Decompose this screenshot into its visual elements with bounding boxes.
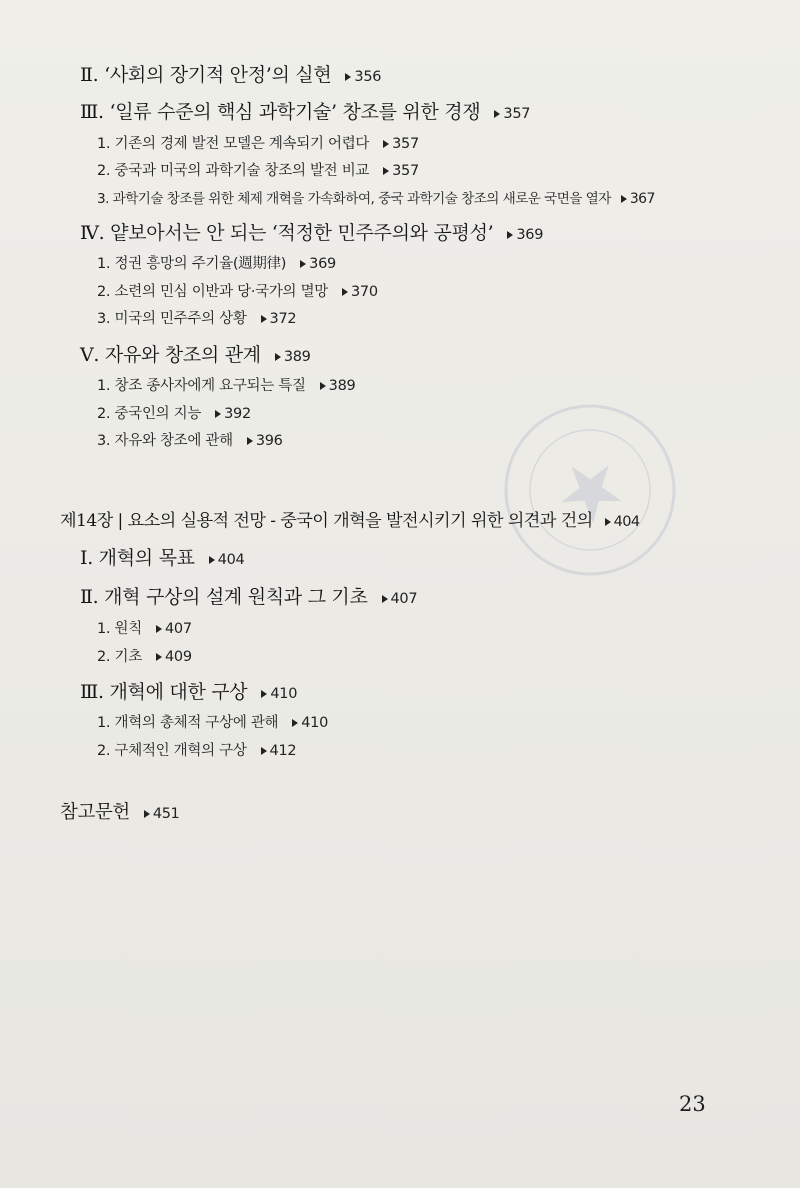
toc-entry[interactable] — [80, 582, 417, 609]
toc-entry[interactable] — [80, 218, 543, 245]
toc-subentry[interactable] — [97, 739, 296, 760]
page-arrow-icon — [156, 625, 162, 633]
toc-subentry[interactable] — [97, 132, 419, 153]
toc-page-ref: 407 — [382, 591, 418, 607]
toc-page-ref: 372 — [261, 311, 297, 327]
toc-entry-title: Ⅱ. ‘사회의 장기적 안정’의 실현 — [80, 64, 332, 86]
toc-entry-title: Ⅲ. ‘일류 수준의 핵심 과학기술’ 창조를 위한 경쟁 — [80, 101, 481, 123]
toc-page-ref: 389 — [320, 378, 356, 394]
toc-page-ref: 409 — [156, 649, 192, 665]
toc-entry-title: 2. 구체적인 개혁의 구상 — [97, 743, 247, 759]
page-arrow-icon — [342, 288, 348, 296]
toc-subentry[interactable] — [97, 711, 328, 732]
page-arrow-icon — [507, 231, 513, 239]
toc-page-ref: 410 — [261, 686, 297, 702]
page-arrow-icon — [605, 518, 611, 526]
toc-entry[interactable] — [80, 340, 311, 367]
toc-entry-title: 1. 기존의 경제 발전 모델은 계속되기 어렵다 — [97, 136, 370, 152]
toc-page-ref: 451 — [144, 806, 179, 822]
page-arrow-icon — [144, 810, 150, 818]
toc-entry-title: 3. 자유와 창조에 관해 — [97, 433, 233, 449]
toc-entry-title: 2. 소련의 민심 이반과 당·국가의 멸망 — [97, 284, 328, 300]
toc-entry-title: 1. 원칙 — [97, 621, 142, 637]
toc-page-ref: 389 — [275, 349, 311, 365]
toc-chapter[interactable] — [60, 798, 179, 824]
toc-entry[interactable] — [80, 97, 530, 124]
toc-entry-title: Ⅱ. 개혁 구상의 설계 원칙과 그 기초 — [80, 586, 368, 608]
toc-page-ref: 392 — [215, 406, 251, 422]
toc-page-ref: 404 — [209, 552, 245, 568]
toc-chapter[interactable] — [60, 506, 640, 531]
page-arrow-icon — [247, 437, 253, 445]
toc-subentry[interactable] — [97, 402, 251, 423]
toc-page-ref: 357 — [383, 163, 419, 179]
toc-page-ref: 410 — [292, 715, 328, 731]
toc-entry-title: 3. 과학기술 창조를 위한 체제 개혁을 가속화하여, 중국 과학기술 창조의 새로운 국면을 열자 — [97, 191, 611, 207]
toc-subentry[interactable] — [97, 280, 378, 301]
page-number: 23 — [679, 1092, 706, 1116]
toc-entry-title: Ⅲ. 개혁에 대한 구상 — [80, 681, 248, 703]
toc-page-ref: 404 — [605, 514, 640, 530]
toc-page-ref: 407 — [156, 621, 192, 637]
toc-page-ref: 396 — [247, 433, 283, 449]
page-arrow-icon — [156, 653, 162, 661]
toc-entry-title: 1. 정권 흥망의 주기율(週期律) — [97, 256, 287, 272]
toc-page-ref: 367 — [621, 191, 655, 207]
toc-subentry[interactable] — [97, 159, 419, 180]
toc-subentry[interactable] — [97, 645, 192, 666]
page-arrow-icon — [292, 719, 298, 727]
toc-entry-title: 1. 개혁의 총체적 구상에 관해 — [97, 715, 279, 731]
toc-subentry[interactable] — [97, 252, 336, 273]
toc-entry-title: 2. 기초 — [97, 649, 142, 665]
toc-entry-title: 2. 중국과 미국의 과학기술 창조의 발전 비교 — [97, 163, 370, 179]
toc-subentry[interactable] — [97, 617, 192, 638]
page-arrow-icon — [209, 556, 215, 564]
page-arrow-icon — [345, 73, 351, 81]
page-arrow-icon — [275, 353, 281, 361]
page-arrow-icon — [261, 747, 267, 755]
toc-entry-title: 2. 중국인의 지능 — [97, 406, 202, 422]
page-arrow-icon — [383, 167, 389, 175]
toc-entry-title: Ⅳ. 얕보아서는 안 되는 ‘적정한 민주주의와 공평성’ — [80, 222, 494, 244]
toc-entry[interactable] — [80, 543, 244, 570]
publisher-seal-icon — [464, 364, 717, 617]
toc-entry[interactable] — [80, 60, 381, 87]
toc-page-ref: 369 — [507, 227, 543, 243]
toc-subentry[interactable] — [97, 187, 655, 207]
toc-entry-title: 3. 미국의 민주주의 상황 — [97, 311, 247, 327]
toc-page-ref: 370 — [342, 284, 378, 300]
toc-entry[interactable] — [80, 677, 297, 704]
chapter-title: 참고문헌 — [60, 802, 130, 823]
toc-entry-title: Ⅴ. 자유와 창조의 관계 — [80, 344, 261, 366]
page-arrow-icon — [382, 595, 388, 603]
toc-page-ref: 412 — [261, 743, 297, 759]
toc-page-ref: 369 — [300, 256, 336, 272]
chapter-title: 제14장 | 요소의 실용적 전망 - 중국이 개혁을 발전시키기 위한 의견과 건의 — [60, 511, 593, 531]
toc-page-ref: 357 — [383, 136, 419, 152]
toc-subentry[interactable] — [97, 429, 283, 450]
page-arrow-icon — [261, 690, 267, 698]
toc-subentry[interactable] — [97, 307, 296, 328]
page-arrow-icon — [621, 195, 627, 203]
page-arrow-icon — [494, 110, 500, 118]
page-arrow-icon — [383, 140, 389, 148]
page-arrow-icon — [300, 260, 306, 268]
page-arrow-icon — [215, 410, 221, 418]
toc-page-ref: 356 — [345, 69, 381, 85]
toc-entry-title: Ⅰ. 개혁의 목표 — [80, 547, 195, 569]
toc-subentry[interactable] — [97, 374, 355, 395]
toc-entry-title: 1. 창조 종사자에게 요구되는 특질 — [97, 378, 306, 394]
page-arrow-icon — [261, 315, 267, 323]
page-arrow-icon — [320, 382, 326, 390]
toc-page-ref: 357 — [494, 106, 530, 122]
